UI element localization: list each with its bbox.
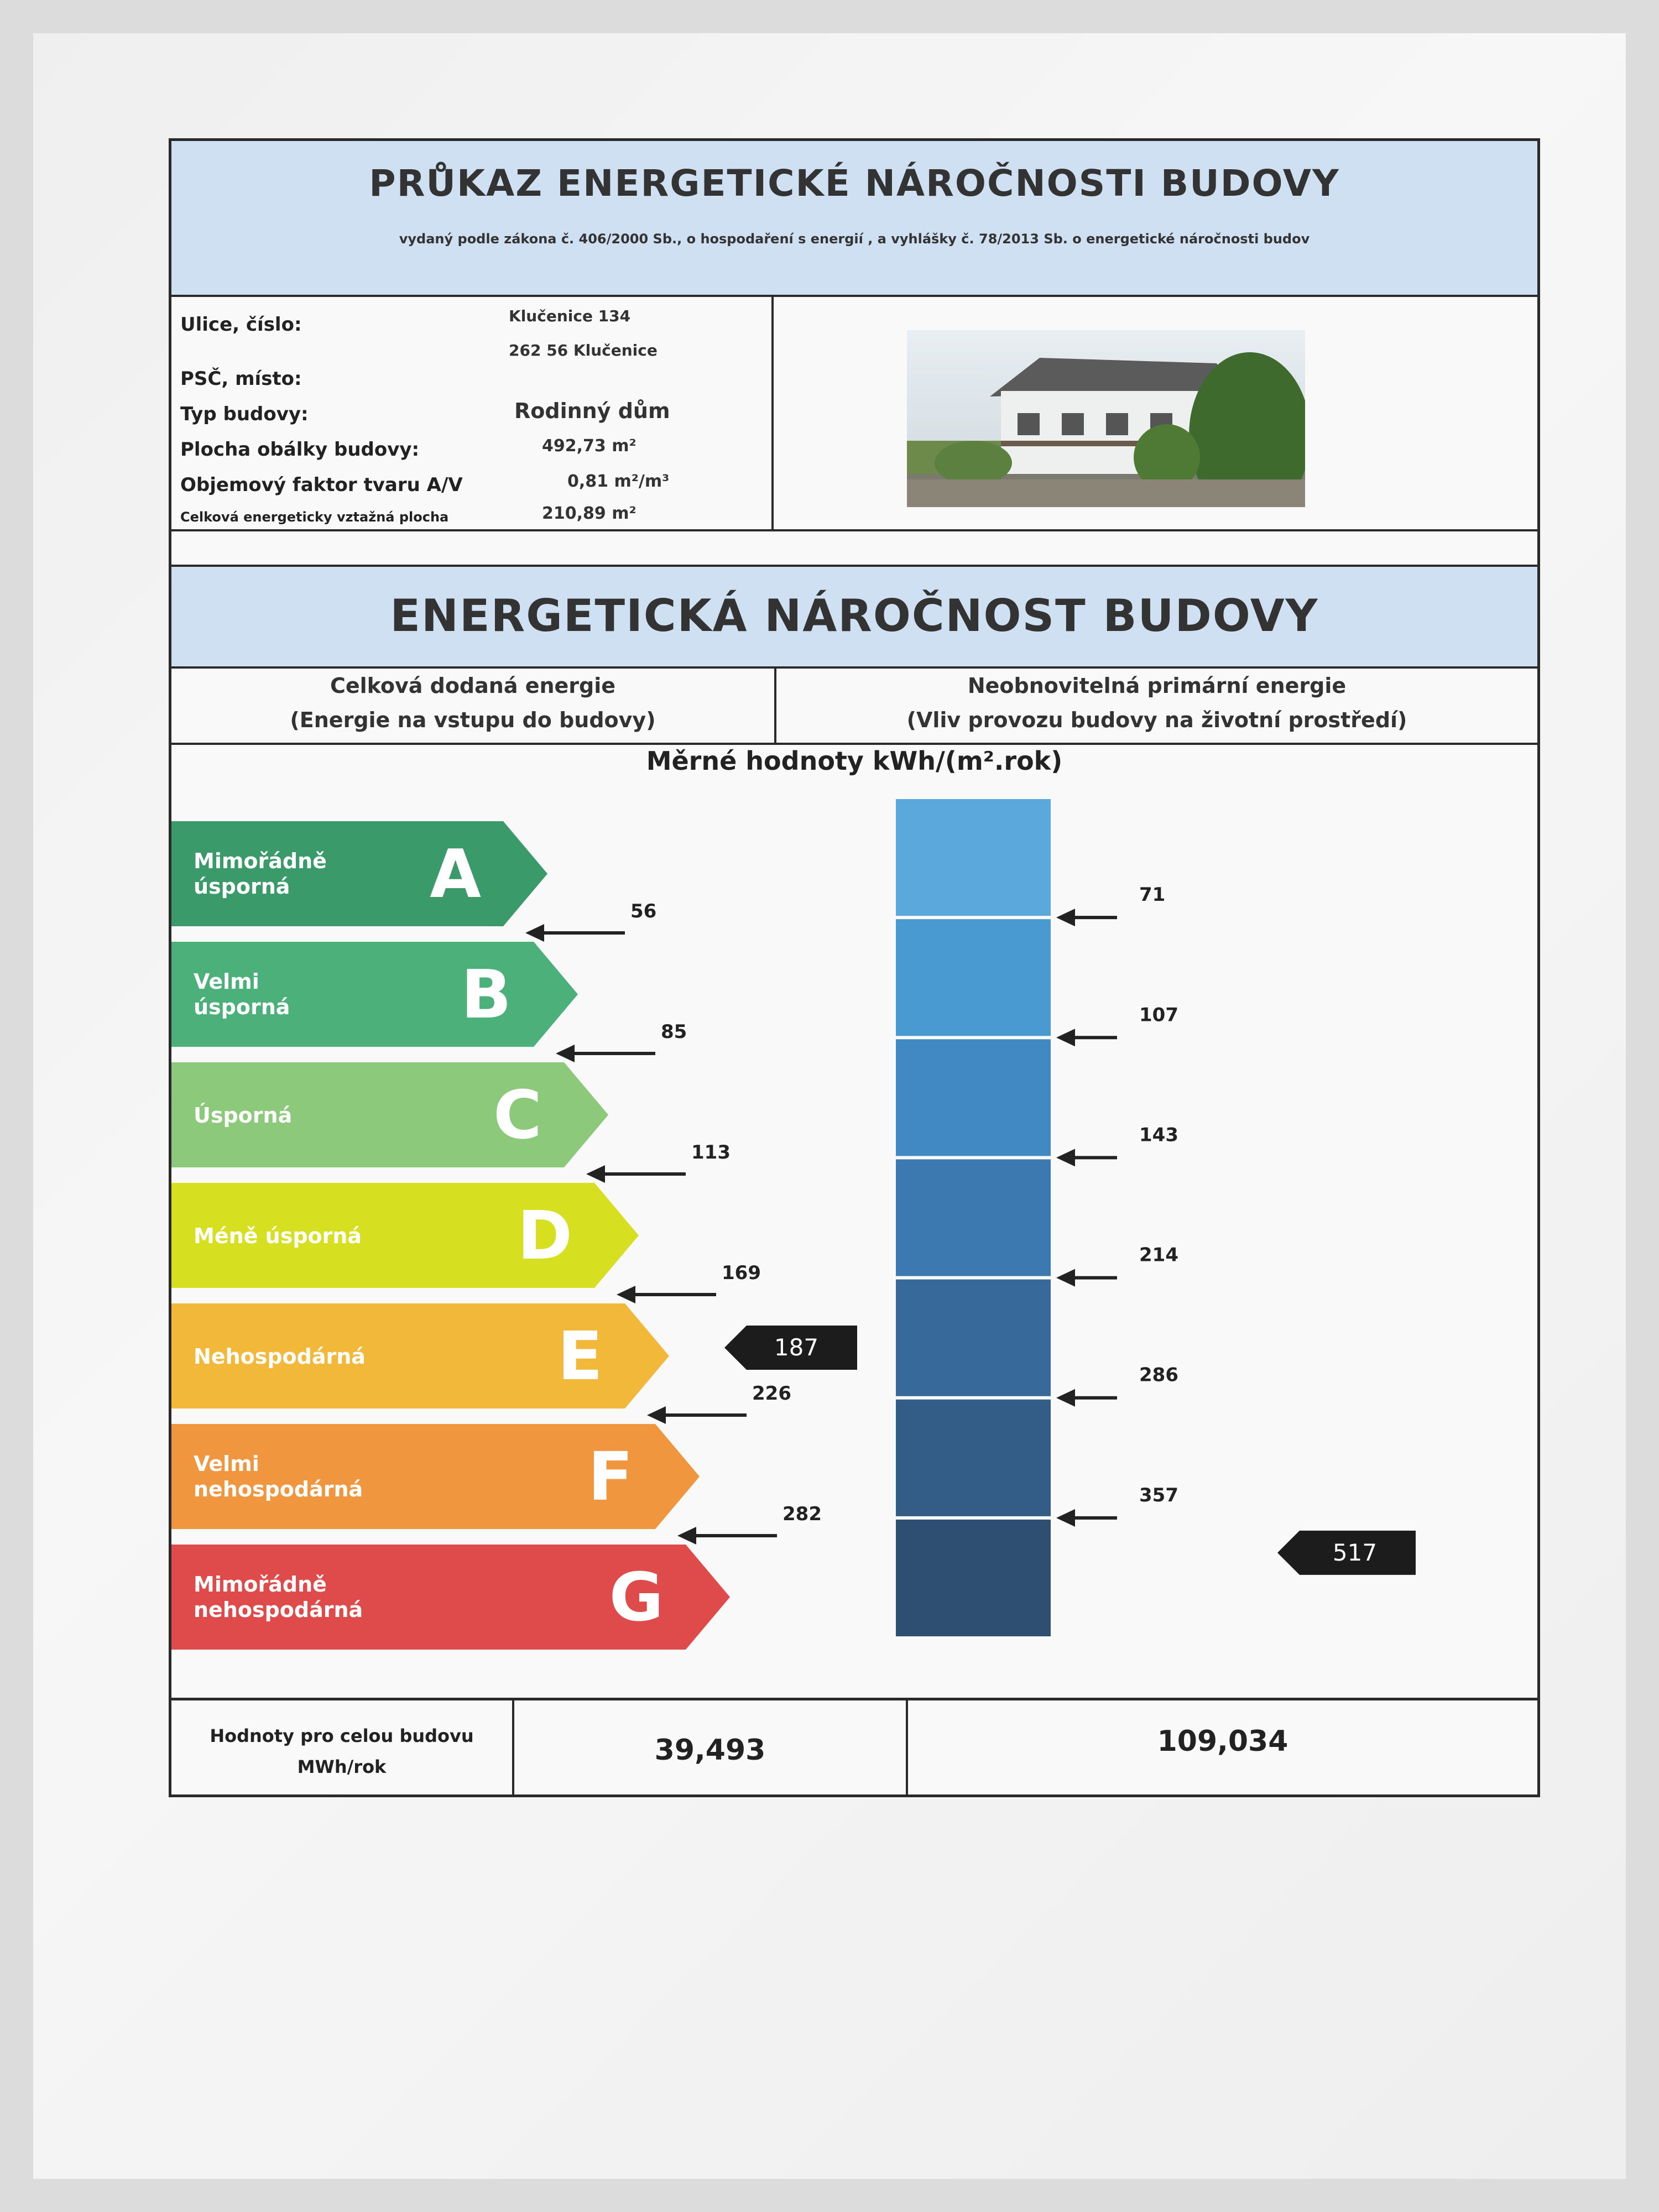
total-primary-value: 109,034 bbox=[1157, 1725, 1288, 1758]
primary-scale-segment bbox=[896, 1039, 1051, 1156]
primary-scale-segment bbox=[896, 1280, 1051, 1396]
street-value: Klučenice 134 bbox=[509, 307, 631, 325]
building-photo-cell bbox=[771, 297, 1537, 531]
primary-limit-value: 71 bbox=[1139, 884, 1166, 906]
primary-scale-segment bbox=[896, 1520, 1051, 1636]
primary-limit-arrowhead bbox=[1056, 1269, 1075, 1287]
psc-value: 262 56 Klučenice bbox=[509, 341, 658, 359]
class-letter-f: F bbox=[588, 1439, 633, 1516]
area-label: Plocha obálky budovy: bbox=[180, 439, 420, 461]
delivered-limit-value: 56 bbox=[630, 900, 657, 922]
delivered-limit-value: 282 bbox=[782, 1503, 822, 1525]
total-delivered-value: 39,493 bbox=[514, 1700, 908, 1794]
totals-label-cell bbox=[171, 1700, 514, 1794]
class-letter-d: D bbox=[517, 1198, 572, 1275]
primary-header-line2: (Vliv provozu budovy na životní prostředí) bbox=[906, 708, 1407, 732]
class-letter-e: E bbox=[557, 1318, 603, 1395]
class-letter-c: C bbox=[493, 1077, 542, 1154]
primary-value: 517 bbox=[1332, 1538, 1378, 1566]
class-label-d: Méně úsporná bbox=[194, 1224, 362, 1248]
class-label2-a: úsporná bbox=[194, 874, 290, 899]
delivered-value: 187 bbox=[774, 1334, 819, 1361]
class-label-g: Mimořádně bbox=[194, 1572, 327, 1597]
class-label-c: Úsporná bbox=[194, 1103, 293, 1128]
ref-area-label: Celková energeticky vztažná plocha bbox=[180, 509, 449, 525]
delivered-limit-arrowhead bbox=[617, 1286, 635, 1303]
primary-header-line1: Neobnovitelná primární energie bbox=[967, 674, 1347, 698]
primary-limit-value: 107 bbox=[1139, 1004, 1178, 1026]
class-label-f: Velmi bbox=[194, 1452, 259, 1476]
primary-limit-arrowhead bbox=[1056, 1389, 1075, 1407]
house-photo bbox=[907, 330, 1305, 507]
totals-label: Hodnoty pro celou budovu bbox=[210, 1725, 474, 1746]
delivered-limit-value: 85 bbox=[661, 1021, 687, 1043]
energy-class-chart bbox=[171, 799, 1537, 1662]
delivered-energy-header bbox=[171, 669, 776, 745]
class-arrow-a bbox=[171, 821, 547, 926]
class-label-a: Mimořádně bbox=[194, 849, 327, 873]
street-label: Ulice, číslo: bbox=[180, 314, 302, 336]
primary-limit-arrowhead bbox=[1056, 1029, 1075, 1046]
delivered-limit-value: 169 bbox=[722, 1262, 761, 1284]
class-arrow-b bbox=[171, 942, 578, 1047]
totals-row bbox=[171, 1698, 1537, 1794]
primary-limit-arrowhead bbox=[1056, 909, 1075, 926]
class-letter-b: B bbox=[461, 957, 512, 1034]
ref-area-value: 210,89 m² bbox=[542, 504, 637, 523]
delivered-limit-value: 226 bbox=[752, 1383, 791, 1405]
delivered-limit-arrowhead bbox=[647, 1406, 666, 1424]
unit-label: Měrné hodnoty kWh/(m².rok) bbox=[646, 746, 1063, 776]
primary-limit-value: 143 bbox=[1139, 1124, 1178, 1146]
factor-value: 0,81 m²/m³ bbox=[567, 472, 670, 491]
class-label-b: Velmi bbox=[194, 969, 259, 994]
class-letter-a: A bbox=[430, 836, 481, 913]
type-label: Typ budovy: bbox=[180, 403, 309, 425]
section-title: ENERGETICKÁ NÁROČNOST BUDOVY bbox=[390, 590, 1319, 641]
type-value: Rodinný dům bbox=[514, 399, 670, 423]
spacer-row bbox=[171, 531, 1537, 567]
primary-scale-segment bbox=[896, 1400, 1051, 1516]
primary-limit-value: 357 bbox=[1139, 1484, 1178, 1506]
building-info bbox=[171, 297, 774, 531]
primary-scale-segment bbox=[896, 919, 1051, 1036]
delivered-header-line2: (Energie na vstupu do budovy) bbox=[290, 708, 656, 732]
primary-limit-arrowhead bbox=[1056, 1509, 1075, 1527]
totals-unit: MWh/rok bbox=[297, 1756, 387, 1777]
certificate-title: PRŮKAZ ENERGETICKÉ NÁROČNOSTI BUDOVY bbox=[369, 162, 1340, 205]
primary-energy-header bbox=[776, 669, 1537, 745]
delivered-limit-arrowhead bbox=[525, 924, 544, 942]
primary-limit-value: 286 bbox=[1139, 1364, 1178, 1386]
class-letter-g: G bbox=[609, 1559, 664, 1636]
primary-limit-value: 214 bbox=[1139, 1244, 1178, 1266]
psc-label: PSČ, místo: bbox=[180, 368, 302, 390]
class-label-e: Nehospodárná bbox=[194, 1344, 366, 1369]
class-label2-b: úsporná bbox=[194, 995, 290, 1019]
delivered-limit-arrowhead bbox=[556, 1045, 575, 1062]
delivered-limit-value: 113 bbox=[691, 1141, 731, 1164]
primary-limit-arrowhead bbox=[1056, 1149, 1075, 1166]
class-label2-g: nehospodárná bbox=[194, 1598, 363, 1622]
primary-scale-segment bbox=[896, 1159, 1051, 1276]
energy-certificate bbox=[169, 138, 1540, 1797]
class-label2-f: nehospodárná bbox=[194, 1477, 363, 1501]
delivered-limit-arrowhead bbox=[677, 1527, 696, 1545]
certificate-header bbox=[171, 141, 1537, 297]
delivered-limit-arrowhead bbox=[586, 1165, 605, 1183]
primary-scale-segment bbox=[896, 799, 1051, 916]
area-value: 492,73 m² bbox=[542, 436, 637, 456]
factor-label: Objemový faktor tvaru A/V bbox=[180, 474, 463, 496]
section-title-band bbox=[171, 567, 1537, 669]
certificate-subtitle: vydaný podle zákona č. 406/2000 Sb., o hospodaření s energií , a vyhlášky č. 78/2013 Sb. o energetické náročnosti budov bbox=[399, 231, 1310, 247]
delivered-header-line1: Celková dodaná energie bbox=[330, 674, 616, 698]
